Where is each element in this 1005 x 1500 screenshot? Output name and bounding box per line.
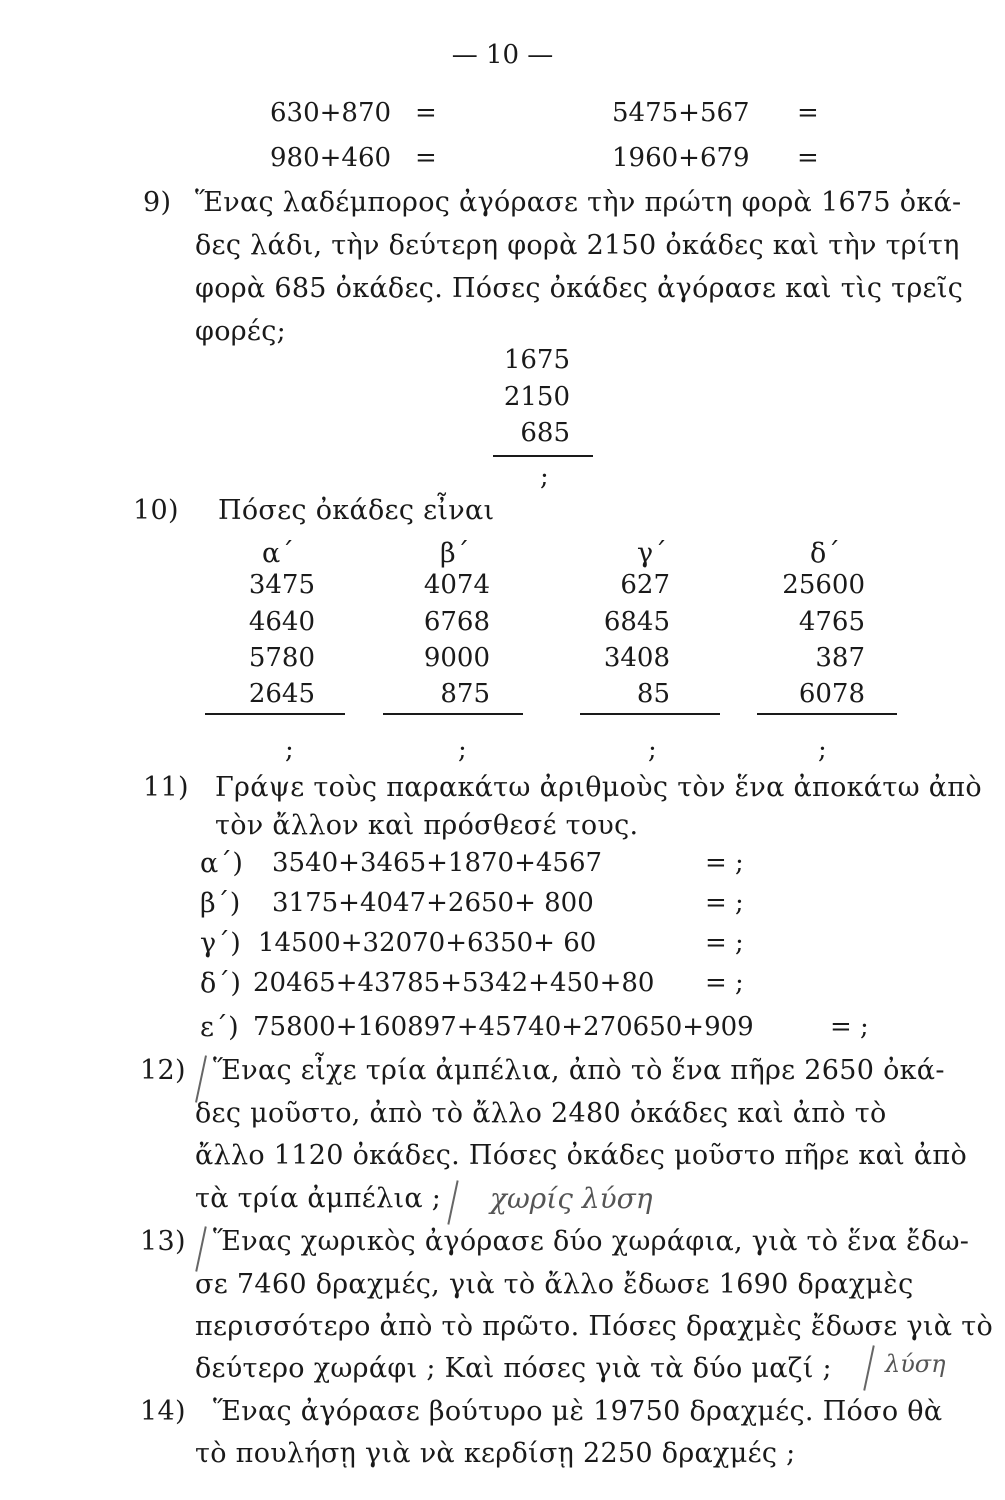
item-label: α΄) bbox=[200, 848, 244, 879]
equals-result: = ; bbox=[830, 1012, 869, 1042]
pencil-mark bbox=[195, 1226, 207, 1271]
column-value: 3408 bbox=[603, 643, 670, 673]
item-label: γ΄) bbox=[200, 928, 242, 959]
sum-expression: 5475+567 bbox=[612, 98, 750, 128]
problem-text-line: Ἕνας λαδέμπορος ἀγόρασε τὴν πρώτη φορὰ 1675 ὀκά- bbox=[195, 187, 962, 218]
equals-sign: = bbox=[797, 143, 819, 173]
handwritten-note: λύση bbox=[885, 1350, 946, 1378]
column-value: 3475 bbox=[248, 570, 315, 600]
sum-rule bbox=[383, 713, 523, 715]
problem-text-line: δες μοῦστο, ἀπὸ τὸ ἄλλο 2480 ὀκάδες καὶ ἀπὸ τὸ bbox=[195, 1098, 887, 1129]
column-value: 6845 bbox=[603, 607, 670, 637]
sum-expression: 14500+32070+6350+ 60 bbox=[258, 928, 597, 958]
item-label: ε΄) bbox=[200, 1012, 239, 1043]
column-value: 85 bbox=[636, 679, 670, 709]
column-label: β΄ bbox=[440, 538, 470, 569]
column-value: 6768 bbox=[423, 607, 490, 637]
column-value: 9000 bbox=[423, 643, 490, 673]
problem-text-line: φορὰ 685 ὀκάδες. Πόσες ὀκάδες ἀγόρασε καὶ τὶς τρεῖς bbox=[195, 273, 964, 304]
column-value: 25600 bbox=[782, 570, 865, 600]
equals-sign: = bbox=[415, 143, 437, 173]
problem-number: 9) bbox=[143, 187, 172, 218]
problem-number: 12) bbox=[140, 1055, 186, 1086]
problem-text-line: σε 7460 δραχμές, γιὰ τὸ ἄλλο ἔδωσε 1690 δραχμὲς bbox=[195, 1269, 914, 1300]
pencil-mark bbox=[195, 1055, 207, 1102]
problem-text-line: Ἕνας χωρικὸς ἀγόρασε δύο χωράφια, γιὰ τὸ ἕνα ἔδω- bbox=[213, 1226, 970, 1257]
column-label: α΄ bbox=[262, 538, 295, 569]
problem-text-line: Ἕνας ἀγόρασε βούτυρο μὲ 19750 δραχμές. Πόσο θὰ bbox=[213, 1396, 943, 1427]
sum-expression: 630+870 bbox=[270, 98, 392, 128]
addend: 2150 bbox=[503, 382, 570, 412]
column-value: 875 bbox=[440, 679, 490, 709]
addend: 1675 bbox=[503, 345, 570, 375]
column-value: 6078 bbox=[798, 679, 865, 709]
problem-text-line: τὰ τρία ἀμπέλια ; bbox=[195, 1183, 442, 1214]
problem-text-line: τὸ πουλήσῃ γιὰ νὰ κερδίσῃ 2250 δραχμές ; bbox=[195, 1438, 796, 1469]
sum-expression: 3540+3465+1870+4567 bbox=[272, 848, 603, 878]
addend: 685 bbox=[520, 418, 570, 448]
problem-text-line: Γράψε τοὺς παρακάτω ἀριθμοὺς τὸν ἕνα ἀποκάτω ἀπὸ bbox=[215, 772, 982, 803]
problem-number: 10) bbox=[133, 495, 179, 526]
column-label: δ΄ bbox=[810, 538, 841, 569]
equals-result: = ; bbox=[705, 968, 744, 998]
column-value: 4074 bbox=[423, 570, 490, 600]
problem-text-line: περισσότερο ἀπὸ τὸ πρῶτο. Πόσες δραχμὲς ἔδωσε γιὰ τὸ bbox=[195, 1311, 994, 1342]
column-value: 4765 bbox=[798, 607, 865, 637]
sum-result: ; bbox=[818, 735, 827, 765]
problem-number: 13) bbox=[140, 1226, 186, 1257]
sum-expression: 20465+43785+5342+450+80 bbox=[253, 968, 655, 998]
sum-rule bbox=[580, 713, 720, 715]
column-value: 627 bbox=[620, 570, 670, 600]
problem-text-line: τὸν ἄλλον καὶ πρόσθεσέ τους. bbox=[215, 810, 639, 841]
column-value: 2645 bbox=[248, 679, 315, 709]
sum-expression: 1960+679 bbox=[612, 143, 750, 173]
sum-expression: 3175+4047+2650+ 800 bbox=[272, 888, 594, 918]
problem-text-line: ἄλλο 1120 ὀκάδες. Πόσες ὀκάδες μοῦστο πῆρε καὶ ἀπὸ bbox=[195, 1140, 968, 1171]
equals-result: = ; bbox=[705, 888, 744, 918]
column-label: γ΄ bbox=[637, 538, 668, 569]
sum-result: ; bbox=[540, 462, 549, 492]
problem-text-line: δεύτερο χωράφι ; Καὶ πόσες γιὰ τὰ δύο μαζί ; bbox=[195, 1353, 832, 1384]
sum-result: ; bbox=[285, 735, 294, 765]
sum-rule bbox=[757, 713, 897, 715]
column-value: 387 bbox=[815, 643, 865, 673]
page-number: — 10 — bbox=[451, 40, 554, 70]
problem-text-line: φορές; bbox=[195, 316, 287, 347]
column-value: 5780 bbox=[248, 643, 315, 673]
sum-rule bbox=[205, 713, 345, 715]
problem-text-line: Ἕνας εἶχε τρία ἀμπέλια, ἀπὸ τὸ ἕνα πῆρε 2650 ὀκά- bbox=[213, 1055, 945, 1086]
column-value: 4640 bbox=[248, 607, 315, 637]
pencil-mark bbox=[447, 1180, 458, 1224]
equals-sign: = bbox=[797, 98, 819, 128]
sum-result: ; bbox=[648, 735, 657, 765]
sum-result: ; bbox=[458, 735, 467, 765]
pencil-mark bbox=[863, 1345, 875, 1390]
sum-expression: 980+460 bbox=[270, 143, 392, 173]
equals-result: = ; bbox=[705, 848, 744, 878]
item-label: β΄) bbox=[200, 888, 241, 919]
problem-text-line: δες λάδι, τὴν δεύτερη φορὰ 2150 ὀκάδες καὶ τὴν τρίτη bbox=[195, 230, 960, 261]
problem-number: 14) bbox=[140, 1396, 186, 1427]
problem-number: 11) bbox=[143, 772, 189, 803]
problem-text-line: Πόσες ὀκάδες εἶναι bbox=[218, 495, 495, 526]
item-label: δ΄) bbox=[200, 968, 242, 999]
equals-result: = ; bbox=[705, 928, 744, 958]
handwritten-note: χωρίς λύση bbox=[490, 1182, 653, 1215]
sum-expression: 75800+160897+45740+270650+909 bbox=[253, 1012, 754, 1042]
equals-sign: = bbox=[415, 98, 437, 128]
sum-rule bbox=[493, 455, 593, 457]
